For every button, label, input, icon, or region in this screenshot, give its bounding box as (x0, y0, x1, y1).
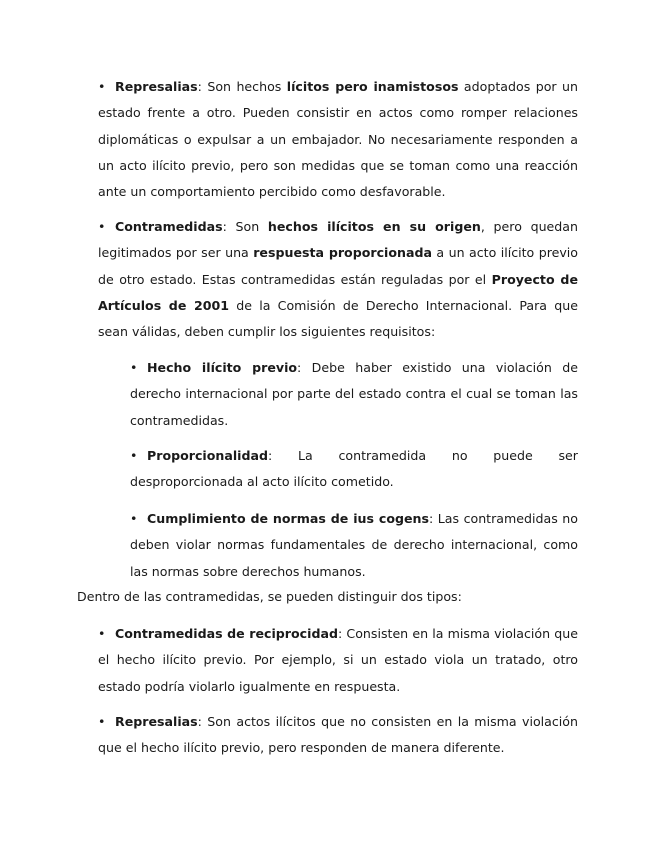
item-text (98, 219, 578, 339)
text-run: adoptados por un estado frente a otro. Pueden consistir en actos como romper relaciones diplomáticas o expulsar a un embajador. No necesariamente responden a un acto ilícito previo, pero son medidas que se toman como una reacción ante un comportamiento percibido como desfavorable. (98, 79, 578, 200)
text-run: : Consisten en la misma violación que el hecho ilícito previo. Por ejemplo, si un estado viola un tratado, otro estado podría violarlo igualmente en respuesta. (98, 626, 578, 694)
bullet-icon: • (98, 219, 106, 234)
sublist-item-proporcionalidad (130, 443, 578, 496)
item-text (130, 511, 578, 579)
bold-term: Proyecto de Artículos de 2001 (98, 271, 578, 313)
item-text (98, 714, 578, 755)
list-item-represalias-1 (98, 74, 578, 205)
text-run: : Son (222, 219, 268, 234)
bold-term: respuesta proporcionada (253, 245, 432, 261)
bullet-icon: • (130, 511, 138, 526)
text-run: de la Comisión de Derecho Internacional. Para que sean válidas, deben cumplir los siguientes requisitos: (98, 297, 578, 340)
text-run: : La contramedida no puede ser desproporcionada al acto ilícito cometido. (130, 448, 578, 490)
item-text (130, 360, 578, 428)
item-text (130, 448, 578, 489)
bold-term: lícitos pero inamistosos (286, 79, 459, 94)
bold-term: hechos ilícitos en su origen (267, 219, 481, 234)
bold-term: Represalias (115, 714, 198, 729)
text-run: : Son hechos (197, 79, 287, 94)
text-run: , pero quedan legitimados por ser una (98, 219, 579, 261)
text-run: : Debe haber existido una violación de derecho internacional por parte del estado contra el cual se toman las contramedidas. (130, 360, 578, 428)
bold-term: Proporcionalidad (147, 448, 269, 463)
list-item-contramedidas (98, 214, 578, 345)
bold-term: Contramedidas (115, 219, 223, 234)
text-run: : Las contramedidas no deben violar normas fundamentales de derecho internacional, como las normas sobre derechos humanos. (130, 511, 578, 579)
text-run: a un acto ilícito previo de otro estado. Estas contramedidas están reguladas por el (98, 245, 579, 287)
list-item-reciprocidad (98, 621, 578, 700)
bullet-icon: • (98, 626, 106, 641)
bullet-icon: • (98, 79, 106, 94)
sublist-item-hecho-ilicito (130, 355, 578, 434)
bullet-icon: • (98, 714, 106, 729)
bold-term: Contramedidas de reciprocidad (115, 626, 338, 641)
sublist-item-ius-cogens (130, 506, 578, 585)
bold-term: Hecho ilícito previo (147, 360, 298, 375)
bold-term: Cumplimiento de normas de ius cogens (147, 511, 430, 526)
item-text (98, 626, 578, 694)
list-item-represalias-2 (98, 709, 578, 762)
bullet-icon: • (130, 360, 138, 375)
intro-types-paragraph: Dentro de las contramedidas, se pueden distinguir dos tipos: (77, 589, 462, 604)
item-text (98, 79, 578, 199)
text-run: : Son actos ilícitos que no consisten en la misma violación que el hecho ilícito previo, pero responden de manera diferente. (98, 714, 578, 756)
bold-term: Represalias (115, 79, 198, 94)
bullet-icon: • (130, 448, 138, 463)
